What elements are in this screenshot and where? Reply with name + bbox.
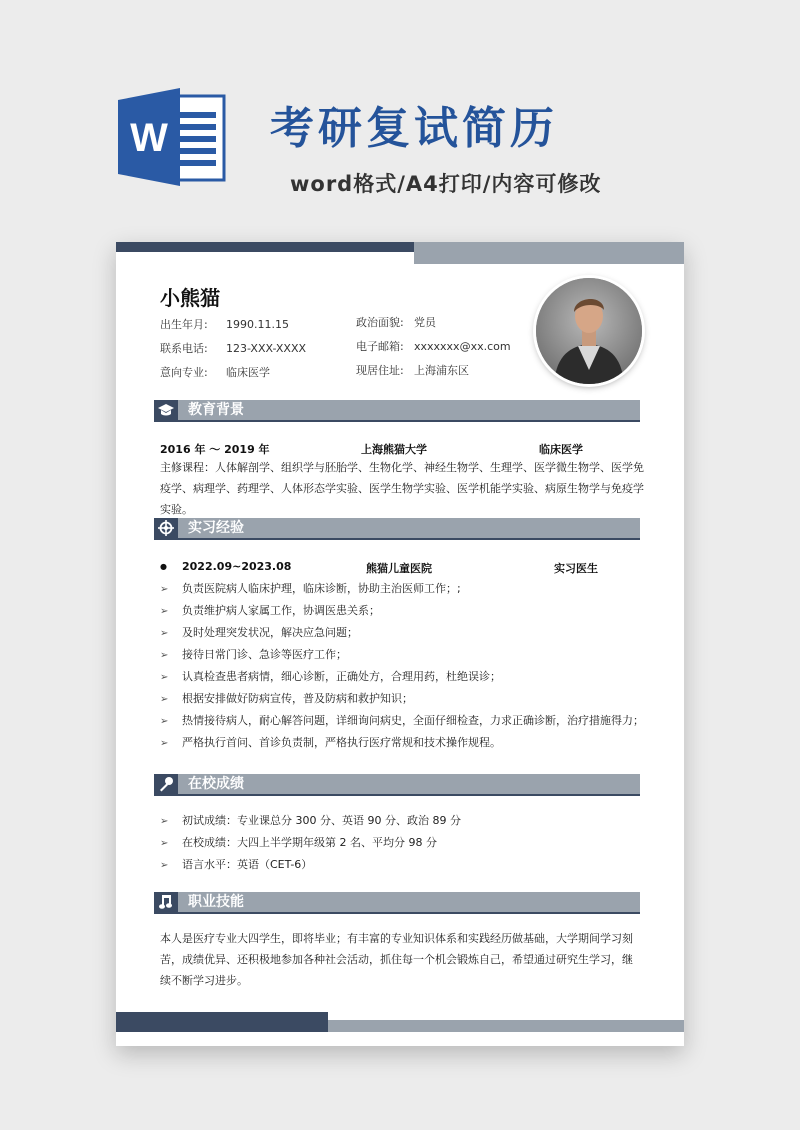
list-item bbox=[160, 732, 644, 754]
list-item-text: 热情接待病人，耐心解答问题，详细询问病史，全面仔细检查，力求正确诊断，治疗措施得力； bbox=[182, 714, 644, 727]
info-value: 临床医学 bbox=[226, 366, 270, 379]
arrow-bullet-icon: ➢ bbox=[160, 584, 169, 595]
section-education-header bbox=[154, 400, 640, 422]
arrow-bullet-icon: ➢ bbox=[160, 628, 169, 639]
section-underline bbox=[154, 794, 640, 796]
section-underline bbox=[154, 420, 640, 422]
intern-period bbox=[160, 560, 291, 573]
list-item-text: 根据安排做好防病宣传，普及防病和救护知识； bbox=[182, 692, 413, 705]
grades-list bbox=[160, 810, 461, 876]
section-skills-header bbox=[154, 892, 640, 914]
list-item bbox=[160, 688, 644, 710]
info-email bbox=[356, 338, 511, 354]
music-note-icon bbox=[154, 892, 178, 912]
list-item-text: 接待日常门诊、急诊等医疗工作； bbox=[182, 648, 347, 661]
list-item-text: 严格执行首问、首诊负责制，严格执行医疗常规和技术操作规程。 bbox=[182, 736, 501, 749]
section-underline bbox=[154, 912, 640, 914]
info-phone bbox=[160, 340, 306, 356]
list-item-text: 负责医院病人临床护理，临床诊断，协助主治医师工作；; bbox=[182, 582, 461, 595]
list-item bbox=[160, 578, 644, 600]
info-value: 1990.11.15 bbox=[226, 318, 289, 331]
top-light-bar bbox=[414, 242, 684, 264]
target-icon bbox=[154, 518, 178, 538]
graduation-cap-icon bbox=[154, 400, 178, 420]
info-label: 现居住址: bbox=[356, 364, 404, 377]
list-item-text: 负责维护病人家属工作，协调医患关系； bbox=[182, 604, 380, 617]
info-value: 党员 bbox=[414, 316, 436, 329]
list-item bbox=[160, 832, 461, 854]
avatar-photo bbox=[536, 278, 642, 384]
arrow-bullet-icon: ➢ bbox=[160, 606, 169, 617]
section-title: 在校成绩 bbox=[188, 776, 244, 792]
banner bbox=[0, 0, 800, 230]
list-item bbox=[160, 622, 644, 644]
intern-org: 熊猫儿童医院 bbox=[366, 562, 432, 575]
info-value: 123-XXX-XXXX bbox=[226, 342, 307, 355]
resume-paper bbox=[116, 242, 684, 1046]
section-internship-header bbox=[154, 518, 640, 540]
intern-duties-list bbox=[160, 578, 644, 754]
info-label: 出生年月: bbox=[160, 318, 208, 331]
list-item bbox=[160, 666, 644, 688]
info-address bbox=[356, 362, 469, 378]
banner-subtitle: word格式/A4打印/内容可修改 bbox=[290, 172, 602, 196]
arrow-bullet-icon: ➢ bbox=[160, 816, 169, 827]
edu-major: 临床医学 bbox=[539, 443, 583, 456]
word-logo-letter: W bbox=[130, 116, 168, 160]
info-label: 电子邮箱: bbox=[356, 340, 404, 353]
section-grades-header bbox=[154, 774, 640, 796]
info-value: xxxxxxx@xx.com bbox=[414, 340, 511, 353]
arrow-bullet-icon: ➢ bbox=[160, 738, 169, 749]
banner-title: 考研复试简历 bbox=[270, 103, 558, 154]
list-item-text: 在校成绩：大四上半学期年级第 2 名、平均分 98 分 bbox=[182, 836, 437, 849]
top-dark-bar bbox=[116, 242, 414, 252]
bullet-dot-icon: ● bbox=[160, 562, 167, 571]
list-item bbox=[160, 600, 644, 622]
info-label: 政治面貌: bbox=[356, 316, 404, 329]
arrow-bullet-icon: ➢ bbox=[160, 838, 169, 849]
list-item-text: 及时处理突发状况，解决应急问题； bbox=[182, 626, 358, 639]
arrow-bullet-icon: ➢ bbox=[160, 716, 169, 727]
person-silhouette-icon bbox=[536, 278, 642, 384]
info-major bbox=[160, 364, 270, 380]
arrow-bullet-icon: ➢ bbox=[160, 860, 169, 871]
info-value: 上海浦东区 bbox=[414, 364, 469, 377]
info-birth bbox=[160, 316, 289, 332]
bottom-light-bar bbox=[328, 1020, 684, 1032]
word-logo-icon bbox=[118, 88, 228, 186]
microphone-icon bbox=[154, 774, 178, 794]
list-item bbox=[160, 854, 461, 876]
info-label: 联系电话: bbox=[160, 342, 208, 355]
arrow-bullet-icon: ➢ bbox=[160, 672, 169, 683]
section-underline bbox=[154, 538, 640, 540]
list-item-text: 语言水平：英语（CET-6） bbox=[182, 858, 313, 871]
intern-period-text: 2022.09~2023.08 bbox=[182, 560, 292, 573]
arrow-bullet-icon: ➢ bbox=[160, 694, 169, 705]
list-item bbox=[160, 710, 644, 732]
info-political bbox=[356, 314, 436, 330]
edu-courses: 主修课程：人体解剖学、组织学与胚胎学、生物化学、神经生物学、生理学、医学微生物学、医学免疫学、病理学、药理学、人体形态学实验、医学生物学实验、医学机能学实验、病原生物学与免疫学实验。 bbox=[160, 461, 644, 516]
list-item bbox=[160, 810, 461, 832]
intern-role: 实习医生 bbox=[554, 562, 598, 575]
list-item-text: 初试成绩：专业课总分 300 分、英语 90 分、政治 89 分 bbox=[182, 814, 461, 827]
bottom-dark-bar bbox=[116, 1012, 328, 1032]
list-item bbox=[160, 644, 644, 666]
arrow-bullet-icon: ➢ bbox=[160, 650, 169, 661]
edu-period: 2016 年 ～ 2019 年 bbox=[160, 443, 270, 456]
list-item-text: 认真检查患者病情，细心诊断，正确处方，合理用药，杜绝误诊； bbox=[182, 670, 501, 683]
section-title: 职业技能 bbox=[188, 894, 244, 910]
skills-text: 本人是医疗专业大四学生，即将毕业；有丰富的专业知识体系和实践经历做基础，大学期间学习刻苦，成绩优异、还积极地参加各种社会活动，抓住每一个机会锻炼自己，希望通过研究生学习，继续不断学习进步。 bbox=[160, 932, 633, 987]
section-title: 实习经验 bbox=[188, 520, 244, 536]
section-title: 教育背景 bbox=[188, 402, 244, 418]
edu-school: 上海熊猫大学 bbox=[361, 443, 427, 456]
candidate-name: 小熊猫 bbox=[160, 286, 220, 310]
info-label: 意向专业: bbox=[160, 366, 208, 379]
